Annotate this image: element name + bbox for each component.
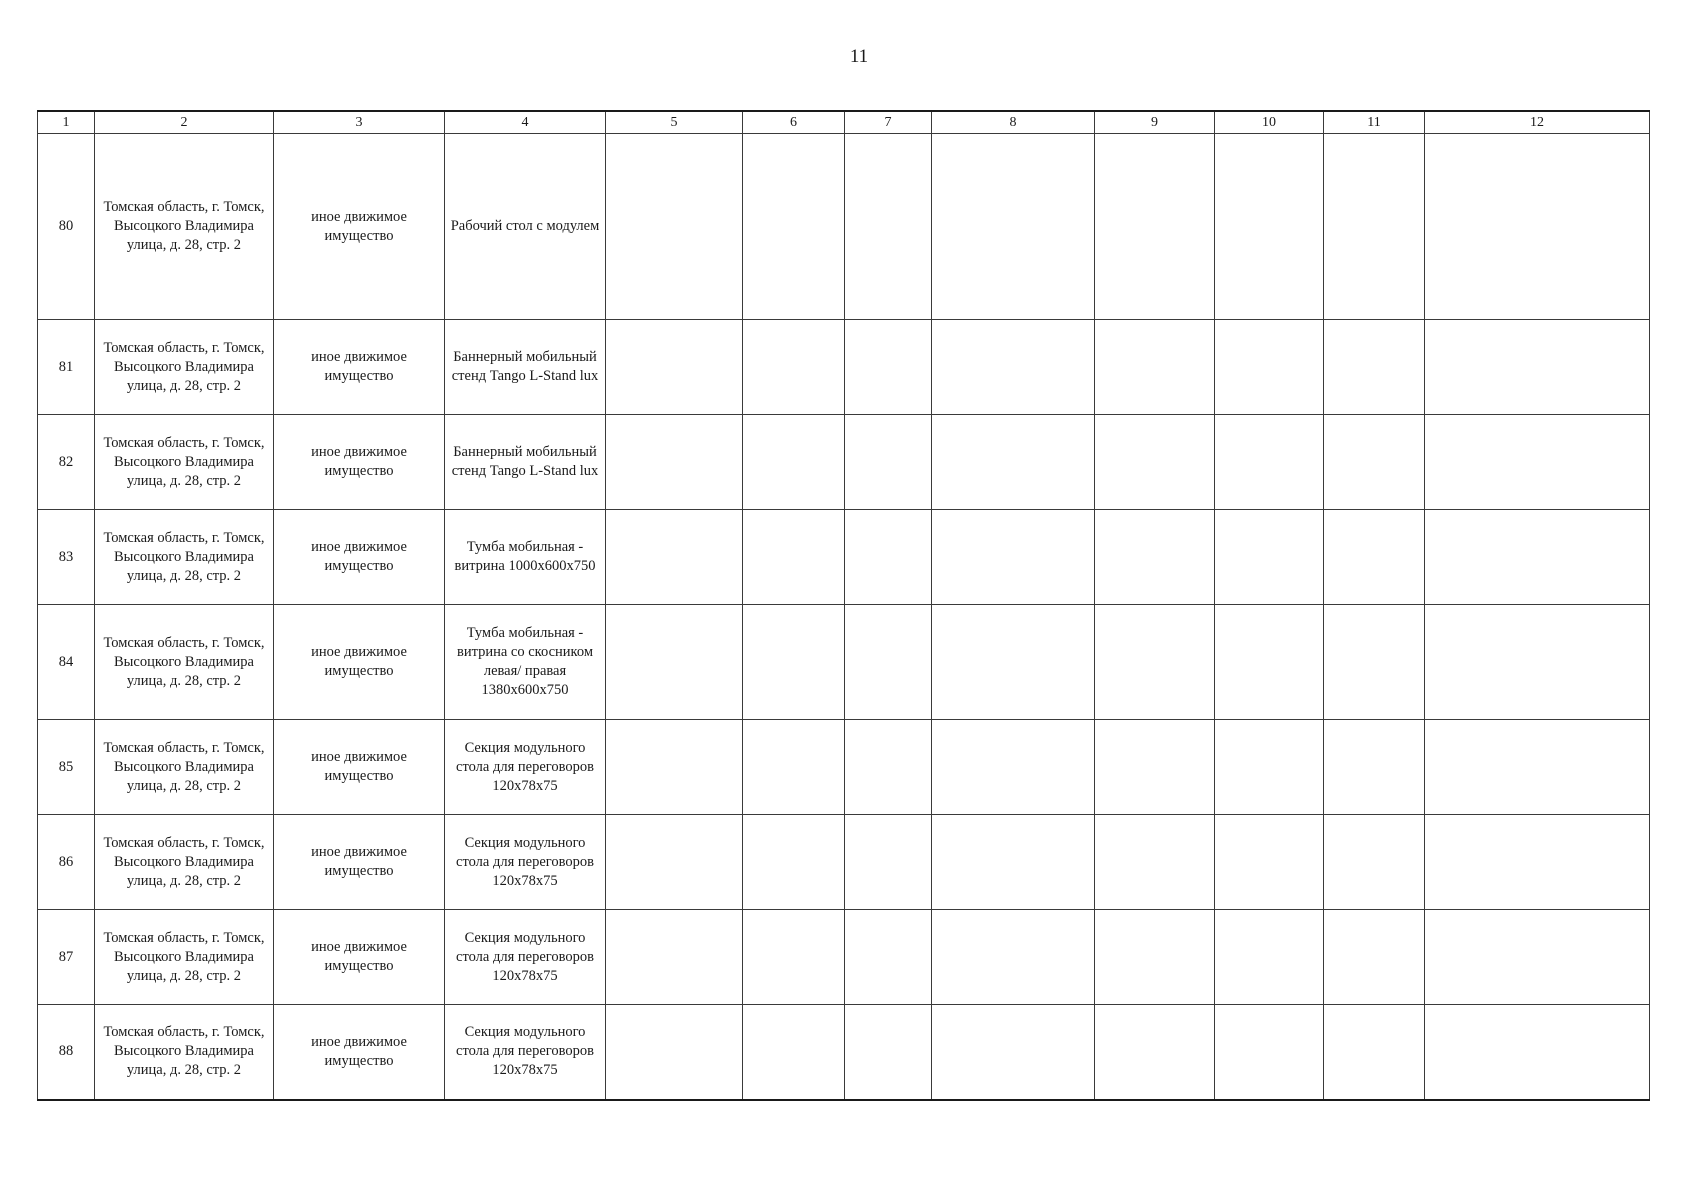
row-cell-8 [932, 134, 1095, 320]
row-address: Томская область, г. Томск, Высоцкого Владимира улица, д. 28, стр. 2 [95, 720, 274, 815]
row-cell-10 [1215, 134, 1324, 320]
row-cell-5 [606, 134, 743, 320]
row-cell-7 [845, 320, 932, 415]
row-cell-10 [1215, 510, 1324, 605]
row-cell-8 [932, 320, 1095, 415]
table-row [38, 415, 1650, 510]
row-property-type: иное движимое имущество [274, 720, 445, 815]
row-cell-11 [1324, 320, 1425, 415]
row-cell-5 [606, 1005, 743, 1100]
row-cell-5 [606, 605, 743, 720]
row-cell-11 [1324, 1005, 1425, 1100]
row-cell-11 [1324, 815, 1425, 910]
table-row [38, 605, 1650, 720]
row-cell-5 [606, 415, 743, 510]
table-row [38, 134, 1650, 320]
column-header: 6 [743, 111, 845, 134]
column-header: 11 [1324, 111, 1425, 134]
row-property-type: иное движимое имущество [274, 134, 445, 320]
table-body [38, 134, 1650, 1100]
table-row [38, 510, 1650, 605]
row-cell-11 [1324, 720, 1425, 815]
row-number: 86 [38, 815, 95, 910]
row-cell-10 [1215, 910, 1324, 1005]
row-address: Томская область, г. Томск, Высоцкого Владимира улица, д. 28, стр. 2 [95, 415, 274, 510]
row-property-type: иное движимое имущество [274, 510, 445, 605]
row-cell-6 [743, 910, 845, 1005]
header-row [38, 111, 1650, 134]
column-header: 3 [274, 111, 445, 134]
column-header: 10 [1215, 111, 1324, 134]
row-cell-6 [743, 1005, 845, 1100]
row-cell-8 [932, 415, 1095, 510]
row-cell-12 [1425, 1005, 1650, 1100]
row-cell-12 [1425, 720, 1650, 815]
row-cell-10 [1215, 605, 1324, 720]
column-header: 2 [95, 111, 274, 134]
row-cell-6 [743, 134, 845, 320]
row-property-name: Секция модульного стола для переговоров 120х78х75 [445, 815, 606, 910]
row-cell-7 [845, 605, 932, 720]
row-cell-9 [1095, 720, 1215, 815]
row-cell-5 [606, 510, 743, 605]
row-cell-10 [1215, 720, 1324, 815]
row-cell-10 [1215, 815, 1324, 910]
row-cell-11 [1324, 415, 1425, 510]
row-address: Томская область, г. Томск, Высоцкого Владимира улица, д. 28, стр. 2 [95, 320, 274, 415]
row-cell-7 [845, 510, 932, 605]
row-cell-11 [1324, 605, 1425, 720]
row-number: 82 [38, 415, 95, 510]
page-number: 11 [849, 46, 869, 67]
row-cell-9 [1095, 510, 1215, 605]
row-number: 87 [38, 910, 95, 1005]
row-address: Томская область, г. Томск, Высоцкого Владимира улица, д. 28, стр. 2 [95, 1005, 274, 1100]
row-cell-6 [743, 415, 845, 510]
row-property-name: Секция модульного стола для переговоров 120х78х75 [445, 720, 606, 815]
row-property-type: иное движимое имущество [274, 910, 445, 1005]
row-property-type: иное движимое имущество [274, 1005, 445, 1100]
row-cell-8 [932, 605, 1095, 720]
row-cell-12 [1425, 815, 1650, 910]
row-cell-8 [932, 815, 1095, 910]
row-cell-7 [845, 720, 932, 815]
row-cell-7 [845, 134, 932, 320]
row-cell-9 [1095, 910, 1215, 1005]
row-address: Томская область, г. Томск, Высоцкого Владимира улица, д. 28, стр. 2 [95, 605, 274, 720]
row-cell-5 [606, 815, 743, 910]
row-property-name: Баннерный мобильный стенд Tango L-Stand lux [445, 415, 606, 510]
row-property-name: Тумба мобильная - витрина 1000х600х750 [445, 510, 606, 605]
row-address: Томская область, г. Томск, Высоцкого Владимира улица, д. 28, стр. 2 [95, 510, 274, 605]
column-header: 9 [1095, 111, 1215, 134]
row-property-type: иное движимое имущество [274, 320, 445, 415]
row-address: Томская область, г. Томск, Высоцкого Владимира улица, д. 28, стр. 2 [95, 910, 274, 1005]
table-row [38, 910, 1650, 1005]
row-number: 80 [38, 134, 95, 320]
row-number: 81 [38, 320, 95, 415]
row-cell-5 [606, 320, 743, 415]
row-number: 83 [38, 510, 95, 605]
row-address: Томская область, г. Томск, Высоцкого Владимира улица, д. 28, стр. 2 [95, 134, 274, 320]
row-cell-6 [743, 605, 845, 720]
row-cell-9 [1095, 1005, 1215, 1100]
row-cell-9 [1095, 605, 1215, 720]
table-row [38, 320, 1650, 415]
row-cell-11 [1324, 910, 1425, 1005]
table-row [38, 1005, 1650, 1100]
row-cell-11 [1324, 134, 1425, 320]
row-cell-9 [1095, 320, 1215, 415]
row-cell-10 [1215, 1005, 1324, 1100]
row-property-name: Тумба мобильная - витрина со скосником левая/ правая 1380х600х750 [445, 605, 606, 720]
row-cell-12 [1425, 510, 1650, 605]
row-number: 85 [38, 720, 95, 815]
row-cell-9 [1095, 134, 1215, 320]
column-header: 5 [606, 111, 743, 134]
row-cell-10 [1215, 320, 1324, 415]
row-cell-7 [845, 415, 932, 510]
row-cell-6 [743, 815, 845, 910]
row-property-name: Секция модульного стола для переговоров 120х78х75 [445, 910, 606, 1005]
column-header: 4 [445, 111, 606, 134]
table-row [38, 720, 1650, 815]
row-address: Томская область, г. Томск, Высоцкого Владимира улица, д. 28, стр. 2 [95, 815, 274, 910]
row-cell-5 [606, 910, 743, 1005]
row-cell-12 [1425, 320, 1650, 415]
row-number: 88 [38, 1005, 95, 1100]
column-header: 1 [38, 111, 95, 134]
row-cell-8 [932, 510, 1095, 605]
row-cell-12 [1425, 605, 1650, 720]
row-cell-5 [606, 720, 743, 815]
row-property-type: иное движимое имущество [274, 815, 445, 910]
row-cell-8 [932, 720, 1095, 815]
row-cell-7 [845, 815, 932, 910]
column-header: 8 [932, 111, 1095, 134]
row-property-name: Рабочий стол с модулем [445, 134, 606, 320]
row-number: 84 [38, 605, 95, 720]
table-header [38, 111, 1650, 134]
property-registry-table [37, 110, 1650, 1101]
row-cell-6 [743, 510, 845, 605]
row-cell-12 [1425, 415, 1650, 510]
row-cell-9 [1095, 415, 1215, 510]
row-cell-11 [1324, 510, 1425, 605]
row-property-type: иное движимое имущество [274, 605, 445, 720]
row-cell-6 [743, 320, 845, 415]
row-property-type: иное движимое имущество [274, 415, 445, 510]
row-cell-12 [1425, 134, 1650, 320]
table-row [38, 815, 1650, 910]
row-cell-9 [1095, 815, 1215, 910]
row-property-name: Баннерный мобильный стенд Tango L-Stand lux [445, 320, 606, 415]
row-property-name: Секция модульного стола для переговоров 120х78х75 [445, 1005, 606, 1100]
row-cell-12 [1425, 910, 1650, 1005]
row-cell-8 [932, 1005, 1095, 1100]
row-cell-6 [743, 720, 845, 815]
column-header: 7 [845, 111, 932, 134]
row-cell-10 [1215, 415, 1324, 510]
row-cell-8 [932, 910, 1095, 1005]
row-cell-7 [845, 1005, 932, 1100]
row-cell-7 [845, 910, 932, 1005]
column-header: 12 [1425, 111, 1650, 134]
